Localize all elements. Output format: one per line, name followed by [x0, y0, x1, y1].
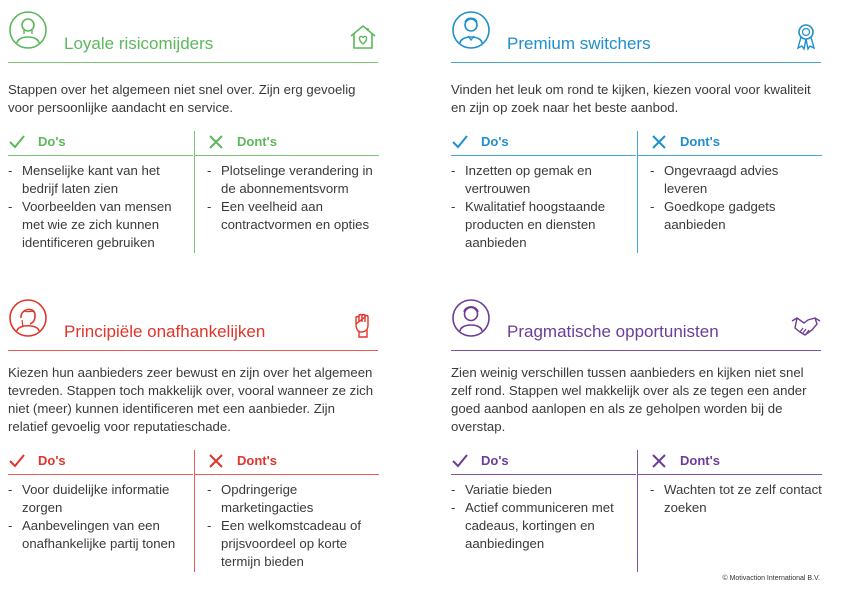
dos-header: [451, 450, 636, 475]
donts-header: [638, 131, 822, 156]
list-item: - Wachten tot ze zelf contact zoeken: [650, 481, 822, 517]
list-item: - Voor duidelijke informatie zorgen: [8, 481, 193, 517]
persona-card-premium-switchers: [451, 8, 821, 251]
card-title: Principiële onafhankelijken: [64, 322, 266, 341]
card-description: Kiezen hun aanbieders zeer bewust en zijn over het algemeen tevreden. Stappen toch makkelijk over, vooral wanneer ze zich niet (meer) kunnen identificeren met een aanbieder. Zijn relatief gevoelig voor reputatieschade.: [8, 365, 374, 434]
cross-icon: [650, 133, 668, 151]
card-description: Stappen over het algemeen niet snel over. Zijn erg gevoelig voor persoonlijke aandacht en service.: [8, 82, 356, 115]
donts-header: [195, 450, 379, 475]
list-item: - Kwalitatief hoogstaande producten en diensten aanbieden: [451, 198, 636, 252]
copyright-notice: © Motivaction International B.V.: [722, 575, 820, 582]
donts-list: [650, 481, 822, 517]
list-item: - Goedkope gadgets aanbieden: [650, 198, 822, 234]
list-item: - Een veelheid aan contractvormen en opties: [207, 198, 379, 234]
card-title: Pragmatische opportunisten: [507, 322, 719, 341]
list-item: - Een welkomstcadeau of prijsvoordeel op korte termijn bieden: [207, 517, 379, 571]
card-header: [451, 296, 821, 351]
donts-header: [638, 450, 822, 475]
person-avatar-icon: [451, 10, 491, 50]
donts-list: [207, 162, 379, 234]
donts-label: Dont's: [680, 134, 720, 149]
checkmark-icon: [451, 452, 469, 470]
dos-column: [451, 450, 636, 553]
donts-label: Dont's: [237, 134, 277, 149]
persona-card-loyale-risicomijders: [8, 8, 378, 251]
card-description: Zien weinig verschillen tussen aanbieders en kijken niet snel zelf rond. Stappen wel makkelijk over als ze tegen een ander goed aanbod aanlopen en als ze geholpen worden bij de overstap.: [451, 365, 807, 434]
list-item: - Ongevraagd advies leveren: [650, 162, 822, 198]
list-item: - Menselijke kant van het bedrijf laten zien: [8, 162, 193, 198]
dos-list: [8, 481, 193, 553]
donts-column: [637, 131, 822, 253]
donts-column: [194, 450, 379, 572]
dos-donts-columns: [451, 450, 821, 570]
donts-column: [637, 450, 822, 572]
list-item: - Aanbevelingen van een onafhankelijke partij tonen: [8, 517, 193, 553]
cross-icon: [650, 452, 668, 470]
dos-list: [451, 162, 636, 252]
dos-column: [8, 131, 193, 252]
dos-header: [8, 131, 193, 156]
raised-fist-icon: [348, 310, 378, 340]
handshake-icon: [791, 310, 821, 340]
dos-column: [451, 131, 636, 252]
card-description: Vinden het leuk om rond te kijken, kiezen vooral voor kwaliteit en zijn op zoek naar het beste aanbod.: [451, 82, 811, 115]
donts-label: Dont's: [680, 453, 720, 468]
card-header: [8, 8, 378, 63]
dos-header: [8, 450, 193, 475]
list-item: - Opdringerige marketingacties: [207, 481, 379, 517]
person-avatar-icon: [451, 298, 491, 338]
dos-header: [451, 131, 636, 156]
card-title: Premium switchers: [507, 34, 651, 53]
list-item: - Actief communiceren met cadeaus, kortingen en aanbiedingen: [451, 499, 636, 553]
dos-label: Do's: [481, 453, 509, 468]
donts-list: [650, 162, 822, 234]
header-rule: [8, 62, 378, 63]
list-item: - Voorbeelden van mensen met wie ze zich kunnen identificeren gebruiken: [8, 198, 193, 252]
card-header: [451, 8, 821, 63]
checkmark-icon: [8, 133, 26, 151]
header-rule: [8, 350, 378, 351]
person-avatar-icon: [8, 298, 48, 338]
cross-icon: [207, 452, 225, 470]
card-title: Loyale risicomijders: [64, 34, 214, 53]
donts-list: [207, 481, 379, 571]
dos-donts-columns: [451, 131, 821, 251]
donts-column: [194, 131, 379, 253]
card-header: [8, 296, 378, 351]
checkmark-icon: [451, 133, 469, 151]
dos-column: [8, 450, 193, 553]
donts-header: [195, 131, 379, 156]
list-item: - Plotselinge verandering in de abonnementsvorm: [207, 162, 379, 198]
dos-donts-columns: [8, 450, 378, 570]
donts-label: Dont's: [237, 453, 277, 468]
dos-list: [451, 481, 636, 553]
person-avatar-icon: [8, 10, 48, 50]
dos-list: [8, 162, 193, 252]
cross-icon: [207, 133, 225, 151]
list-item: - Variatie bieden: [451, 481, 636, 499]
dos-donts-columns: [8, 131, 378, 251]
header-rule: [451, 350, 821, 351]
checkmark-icon: [8, 452, 26, 470]
list-item: - Inzetten op gemak en vertrouwen: [451, 162, 636, 198]
persona-card-principiele-onafhankelijken: [8, 296, 378, 570]
dos-label: Do's: [38, 134, 66, 149]
dos-label: Do's: [38, 453, 66, 468]
persona-card-pragmatische-opportunisten: [451, 296, 821, 570]
award-ribbon-icon: [791, 22, 821, 52]
header-rule: [451, 62, 821, 63]
dos-label: Do's: [481, 134, 509, 149]
house-heart-icon: [348, 22, 378, 52]
